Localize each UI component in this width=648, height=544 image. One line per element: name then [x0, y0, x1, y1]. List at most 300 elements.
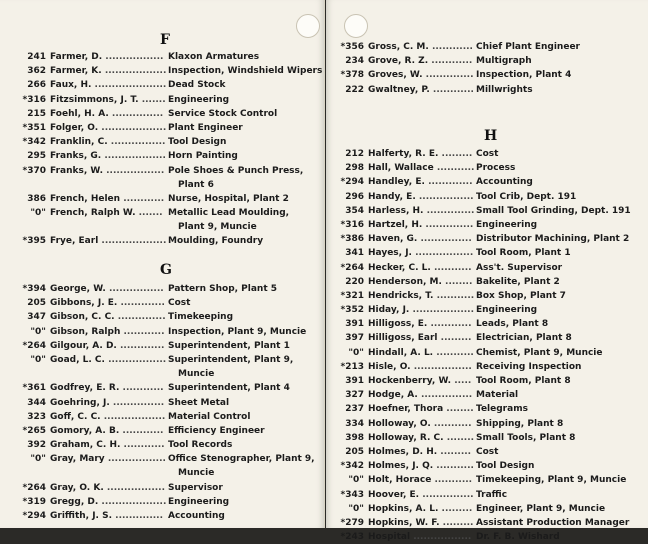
directory-entry — [16, 93, 316, 107]
entry-code: 205 — [27, 298, 46, 309]
directory-entry-continuation — [16, 178, 316, 192]
entry-code: 392 — [27, 440, 46, 451]
entry-department: Moulding, Foundry — [168, 236, 264, 247]
entry-department: Receiving Inspection — [476, 361, 582, 372]
directory-entry — [334, 516, 646, 530]
entry-leader: ......... — [438, 503, 473, 514]
directory-entry — [334, 54, 644, 68]
entry-code: 205 — [345, 446, 364, 457]
entry-name — [50, 424, 163, 438]
entry-name-text: Hayes, J. — [368, 248, 412, 259]
entry-code: *370 — [22, 165, 46, 176]
entry-name-text: Haven, G. — [368, 234, 418, 245]
directory-entry — [16, 234, 316, 248]
entry-leader: ................. — [411, 248, 474, 259]
entry-department: Timekeeping, Plant 9, Muncie — [476, 475, 627, 486]
directory-entry — [16, 481, 316, 495]
directory-entry — [16, 325, 316, 339]
entry-name-text: Hartzel, H. — [368, 219, 423, 230]
entry-code: 234 — [345, 56, 364, 67]
entry-department: Chief Plant Engineer — [476, 42, 580, 52]
directory-entry — [334, 459, 646, 473]
entry-code: "0" — [348, 347, 364, 358]
entry-department: Multigraph — [476, 56, 532, 67]
directory-entry — [334, 232, 646, 246]
entry-name-text: Grove, R. Z. — [368, 56, 429, 67]
entry-name-text: Hendricks, T. — [368, 290, 434, 301]
entry-department: Efficiency Engineer — [168, 425, 265, 436]
entry-name-text: Hall, Wallace — [368, 163, 434, 174]
entry-department: Sheet Metal — [168, 397, 230, 408]
entry-code: 222 — [345, 84, 364, 95]
entry-code: *294 — [22, 511, 46, 521]
entry-leader: ........ — [443, 404, 474, 415]
directory-entry — [16, 353, 316, 367]
directory-entry — [334, 303, 646, 317]
entry-department: Inspection, Plant 4 — [476, 70, 572, 81]
entry-leader: ........... — [433, 461, 474, 472]
directory-entry-continuation — [16, 466, 316, 480]
entry-name-text: Hodge, A. — [368, 390, 418, 401]
entry-leader: ............ — [428, 42, 473, 52]
entry-name-text: Hospital — [368, 532, 411, 543]
directory-entry — [16, 381, 316, 395]
directory-entry — [16, 452, 316, 466]
entry-leader: .............. — [422, 70, 474, 81]
entry-department: Leads, Plant 8 — [476, 319, 549, 330]
entry-name — [50, 296, 165, 310]
entry-name — [50, 50, 163, 64]
entry-leader: .............. — [112, 511, 164, 521]
entry-department: Small Tool Grinding, Dept. 191 — [476, 205, 631, 216]
directory-entry — [334, 346, 646, 360]
entry-name — [50, 282, 164, 296]
directory-entry — [16, 121, 316, 135]
entry-department: Engineering — [476, 219, 538, 230]
entry-name — [368, 360, 472, 374]
directory-entry — [334, 417, 646, 431]
entry-department: Supervisor — [168, 482, 223, 493]
entry-leader: ............. — [116, 340, 165, 351]
section-g-continued-list — [334, 40, 644, 97]
directory-entry — [334, 175, 646, 189]
entry-department: Superintendent, Plant 1 — [168, 340, 290, 351]
directory-entry — [16, 135, 316, 149]
entry-name-text: Griffith, J. S. — [50, 511, 113, 521]
entry-department: Superintendent, Plant 9, — [168, 354, 294, 365]
entry-leader: ............ — [429, 84, 474, 95]
entry-code: *351 — [22, 122, 46, 133]
directory-entry — [334, 374, 646, 388]
entry-leader: ................ — [107, 137, 166, 148]
entry-code: 341 — [345, 248, 364, 259]
directory-entry — [334, 317, 646, 331]
entry-code: "0" — [30, 354, 46, 365]
entry-code: 296 — [345, 191, 364, 202]
entry-name — [50, 64, 166, 78]
entry-name — [50, 206, 163, 220]
entry-name — [50, 164, 164, 178]
directory-entry — [334, 360, 646, 374]
entry-name-text: Gibson, Ralph — [50, 326, 121, 337]
entry-name — [368, 68, 474, 82]
entry-name-text: Gray, O. K. — [50, 482, 104, 493]
entry-name — [368, 232, 472, 246]
entry-leader: ........... — [430, 418, 472, 429]
directory-entry — [334, 289, 646, 303]
entry-leader: .................. — [101, 151, 166, 162]
left-page — [0, 0, 325, 528]
entry-name-text: Hoover, E. — [368, 489, 420, 500]
entry-leader: ......... — [437, 333, 472, 344]
entry-leader: .............. — [423, 205, 475, 216]
entry-name-text: Farmer, K. — [50, 66, 102, 77]
entry-name — [368, 388, 472, 402]
entry-code: *294 — [340, 177, 364, 188]
entry-code: 398 — [345, 432, 364, 443]
entry-department: Traffic — [476, 489, 508, 500]
entry-name-text: Hecker, C. L. — [368, 262, 431, 273]
entry-name — [368, 218, 473, 232]
entry-leader: ............ — [120, 440, 165, 451]
directory-entry — [334, 275, 646, 289]
entry-name-text: Godfrey, E. R. — [50, 383, 120, 394]
entry-name — [368, 175, 473, 189]
entry-leader: ........ — [443, 432, 475, 443]
entry-name-text: Franks, G. — [50, 151, 102, 162]
entry-code: *378 — [340, 70, 364, 81]
entry-name — [50, 93, 166, 107]
directory-entry — [16, 64, 323, 78]
entry-department: Bakelite, Plant 2 — [476, 276, 560, 287]
entry-name — [50, 396, 164, 410]
entry-code: *264 — [22, 482, 46, 493]
entry-name-text: Gilgour, A. D. — [50, 340, 117, 351]
entry-department: Pattern Shop, Plant 5 — [168, 284, 278, 294]
entry-name-text: Hisle, O. — [368, 361, 411, 372]
entry-code: 212 — [345, 149, 364, 159]
entry-leader: ................. — [410, 532, 472, 543]
entry-name — [368, 459, 474, 473]
directory-entry — [16, 164, 316, 178]
binder-hole-icon — [296, 14, 320, 38]
entry-department: Tool Design — [168, 137, 227, 148]
entry-code: *394 — [22, 284, 46, 294]
entry-department: Tool Crib, Dept. 191 — [476, 191, 577, 202]
directory-entry — [16, 310, 316, 324]
entry-leader: .................. — [409, 305, 475, 316]
entry-department: Horn Painting — [168, 151, 238, 162]
entry-name — [368, 190, 474, 204]
entry-department: Material Control — [168, 411, 251, 422]
entry-leader: ......... — [438, 149, 473, 159]
entry-department: Cost — [476, 446, 499, 457]
directory-entry — [334, 246, 646, 260]
entry-leader: ............ — [119, 383, 164, 394]
entry-name — [368, 275, 472, 289]
entry-name-text: Faux, H. — [50, 80, 92, 91]
entry-department: Accounting — [168, 511, 225, 521]
entry-department-continued: Plant 6 — [178, 179, 214, 190]
entry-leader: ............... — [417, 390, 473, 401]
entry-leader: ............... — [108, 108, 164, 119]
entry-name-text: Gibbons, J. E. — [50, 298, 118, 309]
entry-name-text: Goad, L. C. — [50, 354, 105, 365]
entry-department: Assistant Production Manager — [476, 517, 630, 528]
entry-name — [368, 246, 473, 260]
entry-code: *264 — [22, 340, 46, 351]
entry-department: Cost — [168, 298, 191, 309]
entry-code: *343 — [340, 489, 364, 500]
entry-name — [50, 149, 166, 163]
entry-code: 295 — [27, 151, 46, 162]
entry-leader: .................. — [100, 411, 166, 422]
entry-code: "0" — [30, 326, 46, 337]
directory-entry — [16, 339, 316, 353]
entry-name — [368, 147, 472, 161]
entry-name — [368, 40, 473, 54]
entry-name-text: Folger, O. — [50, 122, 99, 133]
entry-department-continued: Muncie — [178, 369, 215, 380]
entry-department: Plant Engineer — [168, 122, 243, 133]
entry-leader: ..................... — [91, 80, 167, 91]
entry-name — [50, 192, 164, 206]
entry-code: *319 — [22, 496, 46, 507]
entry-department: Millwrights — [476, 84, 533, 95]
entry-name-text: Handy, E. — [368, 191, 416, 202]
entry-department: Tool Room, Plant 8 — [476, 376, 571, 386]
entry-code: *316 — [22, 94, 46, 105]
entry-name-text: Frye, Earl — [50, 236, 99, 247]
entry-name-text: French, Helen — [50, 193, 121, 204]
entry-leader: ........... — [433, 290, 475, 301]
entry-name — [50, 310, 166, 324]
directory-entry-continuation — [16, 367, 316, 381]
section-letter-f: F — [160, 32, 170, 48]
entry-department: Timekeeping — [168, 312, 234, 323]
entry-name-text: Harless, H. — [368, 205, 424, 216]
entry-department: Inspection, Plant 9, Muncie — [168, 326, 307, 337]
entry-name-text: Gibson, C. C. — [50, 312, 115, 323]
entry-name-text: Holmes, D. H. — [368, 446, 438, 457]
entry-name — [50, 325, 165, 339]
entry-name — [50, 410, 165, 424]
entry-department: Engineering — [168, 496, 230, 507]
directory-entry — [16, 410, 316, 424]
directory-entry — [334, 218, 646, 232]
directory-entry — [334, 488, 646, 502]
entry-name-text: Goff, C. C. — [50, 411, 101, 422]
entry-name-text: Holloway, R. C. — [368, 432, 444, 443]
entry-name-text: French, Ralph W. — [50, 208, 136, 219]
entry-name — [368, 161, 474, 175]
entry-department: Tool Room, Plant 1 — [476, 248, 571, 259]
entry-name — [368, 516, 473, 530]
directory-entry — [16, 107, 316, 121]
entry-leader: ................. — [103, 482, 166, 493]
directory-entry — [334, 40, 644, 54]
entry-department: Pole Shoes & Punch Press, — [168, 165, 304, 176]
entry-name-text: Gray, Mary — [50, 454, 105, 465]
entry-name — [368, 417, 472, 431]
entry-department: Telegrams — [476, 404, 528, 415]
entry-leader: ........... — [431, 475, 473, 486]
entry-code: 241 — [27, 52, 46, 62]
entry-code: 215 — [27, 108, 46, 119]
entry-code: *264 — [340, 262, 364, 273]
entry-department-continued: Muncie — [178, 468, 215, 479]
entry-leader: ................ — [105, 284, 164, 294]
entry-department: Metallic Lead Moulding, — [168, 208, 290, 219]
section-h-list — [334, 147, 646, 544]
entry-leader: ................. — [410, 361, 472, 372]
entry-department: Superintendent, Plant 4 — [168, 383, 290, 394]
entry-department: Service Stock Control — [168, 108, 278, 119]
entry-leader: ............ — [120, 193, 165, 204]
entry-leader: ........... — [433, 347, 474, 358]
entry-name — [50, 481, 165, 495]
entry-name — [50, 339, 164, 353]
entry-name — [368, 445, 471, 459]
directory-entry — [334, 261, 646, 275]
entry-code: *265 — [22, 425, 46, 436]
directory-entry — [334, 388, 646, 402]
directory-entry — [16, 296, 316, 310]
entry-leader: ............... — [417, 234, 472, 245]
entry-name — [368, 289, 474, 303]
directory-entry — [334, 83, 644, 97]
entry-leader: ....... — [135, 208, 163, 219]
right-page — [326, 0, 648, 543]
directory-entry — [16, 495, 316, 509]
entry-leader: .............. — [114, 312, 166, 323]
entry-code: *342 — [22, 137, 46, 148]
entry-leader: ............. — [117, 298, 165, 309]
directory-entry — [334, 68, 644, 82]
entry-code: 347 — [27, 312, 46, 323]
directory-entry — [334, 161, 646, 175]
entry-code: 220 — [345, 276, 364, 287]
entry-name-text: Holmes, J. Q. — [368, 461, 434, 472]
entry-department: Distributor Machining, Plant 2 — [476, 234, 630, 245]
directory-entry — [16, 438, 316, 452]
entry-name-text: Hopkins, W. F. — [368, 517, 440, 528]
entry-name — [368, 473, 472, 487]
entry-name-text: Holloway, O. — [368, 418, 431, 429]
entry-department: Engineering — [168, 94, 230, 105]
entry-name — [368, 374, 471, 388]
entry-department: Chemist, Plant 9, Muncie — [476, 347, 603, 358]
entry-leader: ........... — [433, 163, 475, 174]
entry-name-text: Hilligoss, Earl — [368, 333, 438, 344]
entry-code: *279 — [340, 517, 364, 528]
entry-name — [50, 452, 166, 466]
entry-leader: ........ — [441, 276, 473, 287]
entry-department: Tool Design — [476, 461, 535, 472]
entry-name-text: Hopkins, A. L. — [368, 503, 439, 514]
entry-leader: ..... — [451, 376, 472, 386]
entry-name-text: Hockenberry, W. — [368, 376, 452, 386]
entry-name-text: Foehl, H. A. — [50, 108, 109, 119]
entry-department: Engineering — [476, 305, 538, 316]
entry-name-text: Groves, W. — [368, 70, 423, 81]
entry-code: *356 — [340, 42, 364, 52]
entry-leader: ......... — [439, 517, 474, 528]
binder-hole-icon — [344, 14, 368, 38]
directory-entry — [334, 445, 646, 459]
entry-code: *352 — [340, 305, 364, 316]
entry-name-text: Hoefner, Thora — [368, 404, 444, 415]
directory-entry — [334, 530, 646, 544]
directory-entry — [16, 282, 316, 296]
entry-name — [368, 346, 474, 360]
entry-code: "0" — [30, 208, 46, 219]
entry-code: *243 — [340, 532, 364, 543]
entry-code: *321 — [340, 290, 364, 301]
directory-entry-continuation — [16, 220, 316, 234]
entry-leader: ............... — [109, 397, 165, 408]
entry-department: Material — [476, 390, 519, 401]
entry-leader: ................ — [415, 191, 474, 202]
entry-name — [50, 135, 165, 149]
entry-name-text: Holt, Horace — [368, 475, 432, 486]
entry-name — [50, 78, 166, 92]
directory-entry — [334, 431, 646, 445]
entry-name — [368, 402, 474, 416]
entry-code: 386 — [27, 193, 46, 204]
entry-name — [368, 317, 472, 331]
directory-entry — [16, 78, 316, 92]
directory-entry — [334, 147, 646, 161]
directory-entry — [16, 424, 316, 438]
entry-name — [50, 495, 166, 509]
entry-department: Cost — [476, 149, 499, 159]
entry-leader: .............. — [422, 219, 474, 230]
entry-code: 391 — [345, 376, 364, 386]
entry-code: 344 — [27, 397, 46, 408]
entry-name-text: Henderson, M. — [368, 276, 442, 287]
entry-leader: ............ — [427, 319, 472, 330]
entry-leader: .................. — [101, 66, 167, 77]
entry-department: Tool Records — [168, 440, 233, 451]
entry-leader: ................. — [102, 52, 164, 62]
entry-leader: ............ — [119, 425, 164, 436]
entry-name — [368, 303, 474, 317]
directory-entry — [16, 50, 316, 64]
entry-department: Accounting — [476, 177, 533, 188]
entry-code: 354 — [345, 205, 364, 216]
entry-name — [50, 509, 163, 523]
entry-department-continued: Plant 9, Muncie — [178, 222, 257, 233]
directory-entry — [334, 190, 646, 204]
entry-leader: ................. — [104, 354, 167, 365]
directory-entry — [334, 402, 646, 416]
entry-name-text: Goehring, J. — [50, 397, 110, 408]
entry-leader: ................. — [104, 454, 166, 465]
directory-entry — [16, 192, 316, 206]
entry-name-text: Gomory, A. B. — [50, 425, 120, 436]
entry-leader: ................. — [103, 165, 165, 176]
entry-name — [368, 530, 471, 544]
entry-name-text: Farmer, D. — [50, 52, 103, 62]
entry-department: Dr. F. B. Wishard — [476, 532, 560, 543]
entry-name — [368, 261, 472, 275]
entry-name-text: Gregg, D. — [50, 496, 99, 507]
entry-name — [50, 353, 166, 367]
entry-code: *342 — [340, 461, 364, 472]
entry-department: Nurse, Hospital, Plant 2 — [168, 193, 289, 204]
directory-entry — [334, 502, 646, 516]
